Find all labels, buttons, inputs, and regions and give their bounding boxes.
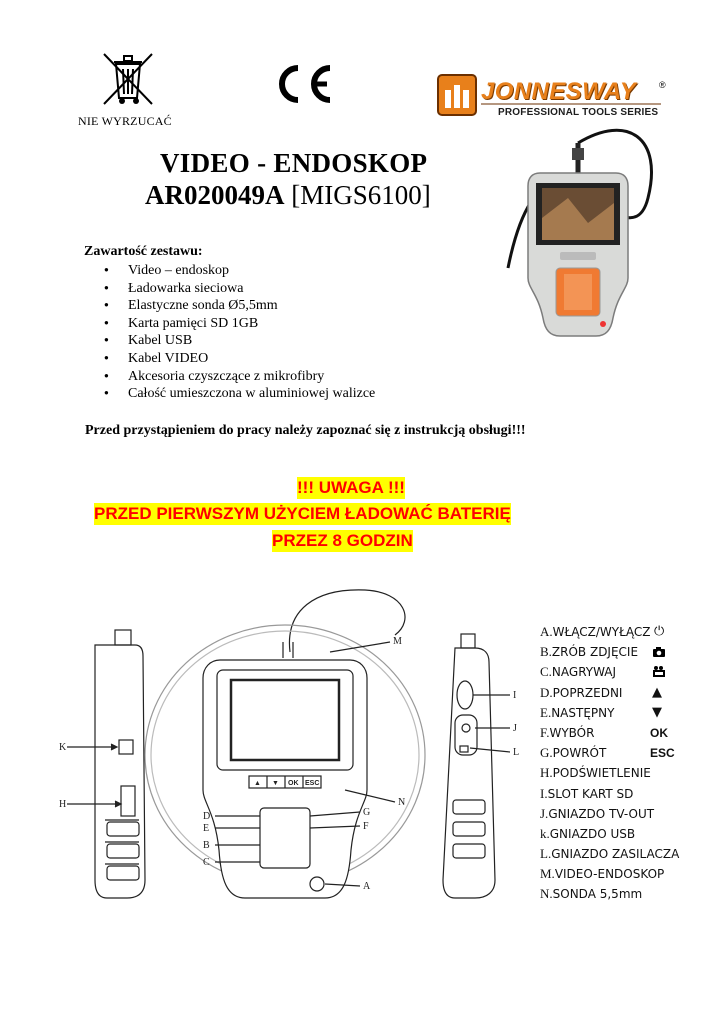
warning-title: !!! UWAGA !!! — [297, 478, 405, 497]
product-code: [MIGS6100] — [291, 180, 431, 210]
legend-item: G.POWRÓT ESC — [540, 743, 679, 763]
ok-code: OK — [650, 725, 668, 740]
side-view-right — [443, 634, 495, 898]
camera-icon — [652, 647, 666, 658]
callout-g: G — [363, 807, 371, 818]
legend-item: E.NASTĘPNY ▼ — [540, 703, 679, 723]
legend-item: C.NAGRYWAJ — [540, 662, 679, 682]
keypad-esc-label: ESC — [305, 780, 320, 787]
callout-i: I — [513, 690, 517, 701]
logo-tagline: PROFESSIONAL TOOLS SERIES — [498, 107, 659, 118]
legend-item: D.POPRZEDNI ▲ — [540, 683, 679, 703]
logo-registered-mark: ® — [659, 80, 666, 90]
callout-j: J — [513, 723, 517, 734]
legend-item: J.GNIAZDO TV-OUT — [540, 805, 655, 821]
product-model-line — [145, 180, 431, 211]
callout-m: M — [393, 636, 402, 647]
kit-item: ● Karta pamięci SD 1GB — [104, 315, 375, 333]
ce-mark-icon — [272, 62, 334, 106]
legend-item: N.SONDA 5,5mm — [540, 886, 643, 902]
side-view-left — [95, 630, 145, 898]
kit-heading: Zawartość zestawu: — [84, 244, 203, 259]
kit-item: ● Akcesoria czyszczące z mikrofibry — [104, 368, 375, 386]
legend-item: M.VIDEO-ENDOSKOP — [540, 866, 665, 882]
callout-a: A — [363, 881, 371, 892]
callout-l: L — [513, 747, 520, 758]
kit-item: ● Ładowarka sieciowa — [104, 280, 375, 298]
kit-item: ● Video – endoskop — [104, 262, 375, 280]
callout-k: K — [59, 742, 67, 753]
callout-b: B — [203, 840, 210, 851]
warning-line-2: PRZEZ 8 GODZIN — [272, 531, 413, 550]
legend-item: F.WYBÓR OK — [540, 723, 679, 743]
kit-list — [104, 262, 375, 403]
weee-bin-icon — [100, 50, 156, 110]
callout-c: C — [203, 857, 210, 868]
callout-h: H — [59, 799, 67, 810]
keypad-up-label: ▲ — [254, 780, 261, 787]
warning-line-1: PRZED PIERWSZYM UŻYCIEM ŁADOWAĆ BATERIĘ — [94, 504, 511, 523]
video-camera-icon — [652, 666, 666, 678]
kit-item: ● Kabel USB — [104, 332, 375, 350]
callout-d: D — [203, 811, 211, 822]
callout-n: N — [398, 797, 406, 808]
logo-name: JONNESWAY — [481, 78, 637, 105]
kit-item: ● Elastyczne sonda Ø5,5mm — [104, 297, 375, 315]
product-model: AR020049A — [145, 180, 285, 210]
legend-item: k.GNIAZDO USB — [540, 825, 636, 841]
product-photo — [478, 118, 668, 343]
kit-item: ● Kabel VIDEO — [104, 350, 375, 368]
product-title: VIDEO - ENDOSKOP — [160, 148, 428, 178]
legend-item: I.SLOT KART SD — [540, 785, 634, 801]
button-legend — [540, 622, 679, 905]
legend-item: L.GNIAZDO ZASILACZA — [540, 846, 680, 862]
weee-label: NIE WYRZUCAĆ — [78, 114, 172, 128]
keypad-ok-label: OK — [288, 780, 299, 787]
esc-code: ESC — [650, 746, 675, 761]
triangle-down-icon: ▼ — [652, 704, 662, 720]
legend-item: B.ZRÓB ZDJĘCIE — [540, 642, 679, 662]
legend-item: H.PODŚWIETLENIE — [540, 765, 651, 781]
callout-e: E — [203, 823, 210, 834]
power-icon: ⏻ — [654, 624, 665, 639]
kit-item: ● Całość umieszczona w aluminiowej walizce — [104, 385, 375, 403]
keypad-down-label: ▼ — [272, 780, 279, 787]
read-manual-note: Przed przystąpieniem do pracy należy zapoznać się z instrukcją obsługi!!! — [85, 423, 526, 438]
callout-f: F — [363, 821, 369, 832]
legend-item: A.WŁĄCZ/WYŁĄCZ ⏻ — [540, 622, 679, 642]
triangle-up-icon: ▲ — [652, 684, 662, 700]
